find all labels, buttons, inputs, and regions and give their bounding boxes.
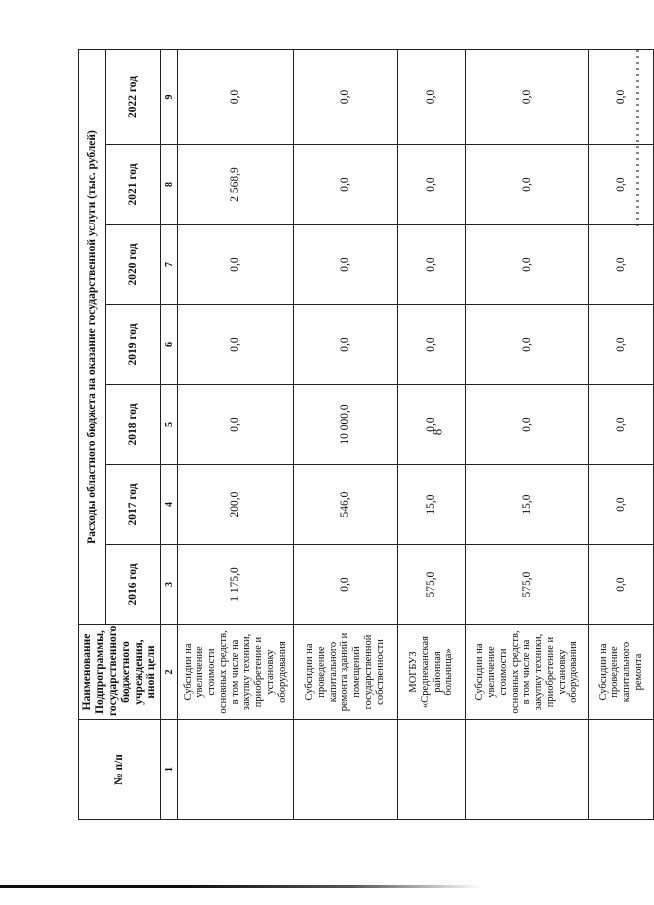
row-value: 0,0 (178, 225, 293, 305)
row-name: Субсидии на проведение капитального ремонта (589, 625, 654, 720)
row-value: 0,0 (589, 145, 654, 225)
row-value: 2 568,9 (178, 145, 293, 225)
scan-artifact (636, 50, 639, 230)
row-value: 0,0 (466, 305, 589, 385)
header-year: 2019 год (106, 305, 161, 385)
row-value: 0,0 (466, 385, 589, 465)
row-value: 0,0 (397, 385, 466, 465)
column-number: 4 (161, 465, 178, 545)
row-name: Субсидии на увеличение стоимости основных средств, в том числе на закупку техники, приобретение и установку оборудования (466, 625, 589, 720)
column-number: 2 (161, 625, 178, 720)
row-value: 0,0 (178, 49, 293, 144)
row-number (293, 720, 397, 820)
table-row (466, 49, 589, 819)
row-number (178, 720, 293, 820)
row-value: 0,0 (589, 305, 654, 385)
row-value: 0,0 (466, 145, 589, 225)
row-name: МОГБУЗ «Среднеканская районная больница» (397, 625, 466, 720)
row-value: 0,0 (589, 545, 654, 625)
row-name: Субсидии на увеличение стоимости основных средств, в том числе на закупку техники, приобретение и установку оборудования (178, 625, 293, 720)
row-value: 0,0 (293, 49, 397, 144)
table-row (293, 49, 397, 819)
row-value: 0,0 (293, 225, 397, 305)
scan-edge-line (0, 885, 640, 888)
header-year: 2018 год (106, 385, 161, 465)
row-value: 0,0 (466, 225, 589, 305)
column-number: 7 (161, 225, 178, 305)
row-value: 0,0 (397, 145, 466, 225)
column-number: 1 (161, 720, 178, 820)
row-value: 0,0 (178, 305, 293, 385)
row-value: 10 000,0 (293, 385, 397, 465)
header-name: Наименование Подпрограммы, государственного бюджетного учреждения, иной цели (79, 625, 161, 720)
budget-table (78, 49, 654, 820)
column-number: 9 (161, 49, 178, 144)
page-number: 8 (429, 428, 445, 436)
row-value: 0,0 (589, 49, 654, 144)
header-year: 2021 год (106, 145, 161, 225)
row-name: Субсидии на проведение капитального ремонта зданий и помещений государственной собственности (293, 625, 397, 720)
row-value: 0,0 (589, 465, 654, 545)
table-row (589, 49, 654, 819)
row-value: 0,0 (293, 145, 397, 225)
column-number: 6 (161, 305, 178, 385)
header-year: 2022 год (106, 49, 161, 144)
row-value: 1 175,0 (178, 545, 293, 625)
row-value: 0,0 (466, 49, 589, 144)
header-year: 2020 год (106, 225, 161, 305)
row-number (397, 720, 466, 820)
header-no: № п/п (79, 720, 161, 820)
row-value: 200,0 (178, 465, 293, 545)
column-number: 8 (161, 145, 178, 225)
row-value: 575,0 (397, 545, 466, 625)
table-row (178, 49, 293, 819)
rotated-table-wrapper (78, 50, 644, 820)
row-value: 15,0 (397, 465, 466, 545)
column-number: 3 (161, 545, 178, 625)
row-value: 575,0 (466, 545, 589, 625)
row-value: 0,0 (589, 225, 654, 305)
row-value: 15,0 (466, 465, 589, 545)
row-number (589, 720, 654, 820)
row-value: 0,0 (397, 225, 466, 305)
header-year: 2016 год (106, 545, 161, 625)
row-value: 0,0 (397, 305, 466, 385)
column-number: 5 (161, 385, 178, 465)
row-value: 0,0 (589, 385, 654, 465)
row-value: 546,0 (293, 465, 397, 545)
row-value: 0,0 (397, 49, 466, 144)
row-value: 0,0 (178, 385, 293, 465)
row-number (466, 720, 589, 820)
row-value: 0,0 (293, 305, 397, 385)
header-year: 2017 год (106, 465, 161, 545)
header-group: Расходы областного бюджета на оказание государственной услуги (тыс. рублей) (79, 49, 106, 624)
row-value: 0,0 (293, 545, 397, 625)
table-row (397, 49, 466, 819)
